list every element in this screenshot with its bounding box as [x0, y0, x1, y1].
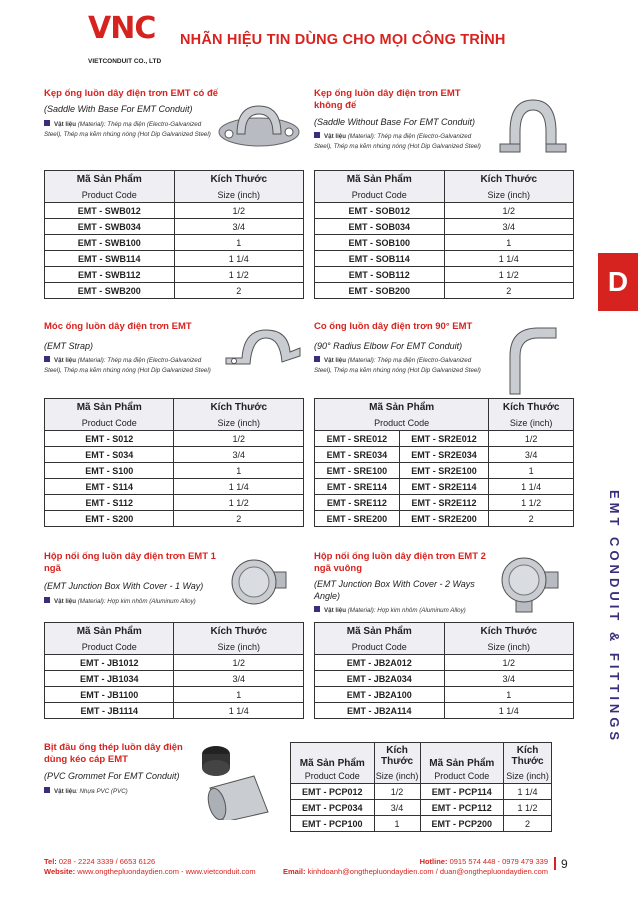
bullet-icon — [314, 606, 320, 612]
table-row: EMT - SRE114 EMT - SR2E114 1 1/4 — [315, 479, 574, 495]
pcp-subtitle: (PVC Grommet For EMT Conduit) — [44, 771, 180, 781]
jb2-table: Mã Sản Phẩm Kích Thước Product Code Size (inch) EMT - JB2A012 1/2 EMT - JB2A034 3/4 EMT - JB2A100 1 EMT - JB2A114 1 1/4 — [314, 622, 574, 719]
swb-title: Kẹp ống luồn dây điện trơn EMT có đế — [44, 88, 219, 99]
table-row: EMT - JB2A012 1/2 — [315, 655, 574, 671]
table-row: EMT - S112 1 1/2 — [45, 495, 304, 511]
swb-material: Vật liệu (Material): Thép mạ điện (Electro-Galvanized Steel), Thép mạ kẽm nhúng nóng (Hot Dip Galvanized Steel) — [44, 121, 211, 138]
pvc-grommet-image — [192, 740, 274, 820]
table-row: EMT - S200 2 — [45, 511, 304, 527]
company-logo — [88, 11, 170, 65]
jb1-material: Vật liệu (Material): Hợp kim nhôm (Aluminum Alloy) — [44, 597, 234, 607]
page-number: 9 — [554, 857, 568, 871]
table-row: EMT - SWB200 2 — [45, 283, 304, 299]
side-category-label: EMT CONDUIT & FITTINGS — [607, 490, 622, 745]
table-row: EMT - SWB114 1 1/4 — [45, 251, 304, 267]
bullet-icon — [44, 120, 50, 126]
sob-table: Mã Sản Phẩm Kích Thước Product Code Size (inch) EMT - SOB012 1/2 EMT - SOB034 3/4 EMT - SOB100 1 EMT - SOB114 1 1/4 EMT - SOB112 1 1/2 EMT - SOB200 2 — [314, 170, 574, 299]
table-row: EMT - SOB100 1 — [315, 235, 574, 251]
saddle-with-base-image — [215, 98, 303, 156]
table-row: EMT - SRE112 EMT - SR2E112 1 1/2 — [315, 495, 574, 511]
slogan: NHÃN HIỆU TIN DÙNG CHO MỌI CÔNG TRÌNH — [180, 32, 506, 48]
table-row: EMT - SWB034 3/4 — [45, 219, 304, 235]
strap-image — [222, 322, 304, 372]
bullet-icon — [44, 597, 50, 603]
sob-subtitle: (Saddle Without Base For EMT Conduit) — [314, 117, 475, 127]
pcp-table: Mã Sản Phẩm Kích Thước Mã Sản Phẩm Kích Thước Product Code Size (inch) Product Code Size (inch) EMT - PCP012 1/2 EMT - PCP114 1 1/4 EMT - PCP034 3/4 EMT - PCP112 1 1/2 EMT - PCP100 1 EMT - PCP200 2 — [290, 742, 552, 832]
footer-contact-left: Tel: 028 - 2224 3339 / 6653 6126 Website: www.ongthepluondaydien.com - www.vietconduit.com — [44, 857, 256, 876]
swb-subtitle: (Saddle With Base For EMT Conduit) — [44, 104, 193, 114]
table-row: EMT - JB2A034 3/4 — [315, 671, 574, 687]
table-row: EMT - S012 1/2 — [45, 431, 304, 447]
table-row: EMT - JB1114 1 1/4 — [45, 703, 304, 719]
elbow-material: Vật liệu (Material): Thép mạ điện (Electro-Galvanized Steel), Thép mạ kẽm nhúng nóng (Hot Dip Galvanized Steel) — [314, 357, 481, 374]
strap-table: Mã Sản Phẩm Kích Thước Product Code Size (inch) EMT - S012 1/2 EMT - S034 3/4 EMT - S100 1 EMT - S114 1 1/4 EMT - S112 1 1/2 EMT - S200 2 — [44, 398, 304, 527]
company-name: VIETCONDUIT CO., LTD — [88, 58, 162, 65]
jb2-subtitle: (EMT Junction Box With Cover - 2 Ways Angle) — [314, 579, 475, 601]
sob-title: Kẹp ống luồn dây điện trơn EMT không đế — [314, 88, 461, 111]
bullet-icon — [314, 356, 320, 362]
elbow-image — [502, 316, 562, 396]
table-row: EMT - SOB200 2 — [315, 283, 574, 299]
swb-table: Mã Sản Phẩm Kích Thước Product Code Size (inch) EMT - SWB012 1/2 EMT - SWB034 3/4 EMT - SWB100 1 EMT - SWB114 1 1/4 EMT - SWB112 1 1/2 EMT - SWB200 2 — [44, 170, 304, 299]
elbow-table: Mã Sản Phẩm Kích Thước Product Code Size (inch) EMT - SRE012 EMT - SR2E012 1/2 EMT - SRE034 EMT - SR2E034 3/4 EMT - SRE100 EMT - SR2E100 1 EMT - SRE114 EMT - SR2E114 1 1/4 EMT - SRE112 EMT - SR2E112 1 1/2 EMT - SRE200 EMT - SR2E200 2 — [314, 398, 574, 527]
table-row: EMT - S100 1 — [45, 463, 304, 479]
table-row: EMT - SWB112 1 1/2 — [45, 267, 304, 283]
table-row: EMT - SOB012 1/2 — [315, 203, 574, 219]
strap-material: Vật liệu (Material): Thép mạ điện (Electro-Galvanized Steel), Thép mạ kẽm nhúng nóng (Hot Dip Galvanized Steel) — [44, 357, 211, 374]
table-row: EMT - PCP100 1 EMT - PCP200 2 — [291, 816, 552, 832]
footer-tel: 028 - 2224 3339 / 6653 6126 — [56, 857, 156, 866]
logo-mark: VNC — [88, 11, 156, 46]
strap-title: Móc ống luồn dây điện trơn EMT — [44, 321, 192, 332]
footer-hotline: 0915 574 448 - 0979 479 339 — [447, 857, 548, 866]
bullet-icon — [314, 132, 320, 138]
jb2-title: Hộp nối ống luồn dây điện trơn EMT 2 ngã vuông — [314, 551, 486, 574]
table-row: EMT - SRE012 EMT - SR2E012 1/2 — [315, 431, 574, 447]
table-row: EMT - SRE100 EMT - SR2E100 1 — [315, 463, 574, 479]
jb1-subtitle: (EMT Junction Box With Cover - 1 Way) — [44, 581, 204, 591]
junction-box-2way-image — [494, 550, 560, 614]
strap-subtitle: (EMT Strap) — [44, 341, 94, 351]
elbow-title: Co ống luồn dây điện trơn 90° EMT — [314, 321, 473, 332]
section-tab-d: D — [598, 253, 638, 311]
table-row: EMT - JB1034 3/4 — [45, 671, 304, 687]
jb1-title: Hộp nối ống luồn dây điện trơn EMT 1 ngã — [44, 551, 216, 574]
junction-box-1way-image — [226, 552, 288, 610]
table-row: EMT - SOB034 3/4 — [315, 219, 574, 235]
table-row: EMT - S034 3/4 — [45, 447, 304, 463]
table-row: EMT - PCP034 3/4 EMT - PCP112 1 1/2 — [291, 800, 552, 816]
sob-material: Vật liệu (Material): Thép mạ điện (Electro-Galvanized Steel), Thép mạ kẽm nhúng nóng (Hot Dip Galvanized Steel) — [314, 133, 481, 150]
bullet-icon — [44, 356, 50, 362]
saddle-without-base-image — [498, 92, 568, 160]
table-row: EMT - SOB114 1 1/4 — [315, 251, 574, 267]
jb1-table: Mã Sản Phẩm Kích Thước Product Code Size (inch) EMT - JB1012 1/2 EMT - JB1034 3/4 EMT - JB1100 1 EMT - JB1114 1 1/4 — [44, 622, 304, 719]
footer-contact-right: Hotline: 0915 574 448 - 0979 479 339 Email: kinhdoanh@ongthepluondaydien.com / duan@ongthepluondaydien.com — [282, 857, 548, 876]
table-row: EMT - SRE034 EMT - SR2E034 3/4 — [315, 447, 574, 463]
table-row: EMT - SRE200 EMT - SR2E200 2 — [315, 511, 574, 527]
bullet-icon — [44, 787, 50, 793]
elbow-subtitle: (90° Radius Elbow For EMT Conduit) — [314, 341, 463, 351]
table-row: EMT - S114 1 1/4 — [45, 479, 304, 495]
table-row: EMT - JB2A114 1 1/4 — [315, 703, 574, 719]
table-row: EMT - SWB012 1/2 — [45, 203, 304, 219]
table-row: EMT - SWB100 1 — [45, 235, 304, 251]
table-row: EMT - JB2A100 1 — [315, 687, 574, 703]
jb2-material: Vật liệu (Material): Hợp kim nhôm (Aluminum Alloy) — [314, 606, 504, 616]
table-row: EMT - PCP012 1/2 EMT - PCP114 1 1/4 — [291, 784, 552, 800]
pcp-material: Vật liệu: Nhựa PVC (PVC) — [44, 787, 194, 797]
table-row: EMT - JB1100 1 — [45, 687, 304, 703]
pcp-title: Bịt đầu ống thép luồn dây điện dùng kéo cáp EMT — [44, 742, 183, 765]
table-row: EMT - SOB112 1 1/2 — [315, 267, 574, 283]
table-row: EMT - JB1012 1/2 — [45, 655, 304, 671]
footer-website[interactable]: www.ongthepluondaydien.com - www.vietconduit.com — [75, 867, 256, 876]
footer-email[interactable]: kinhdoanh@ongthepluondaydien.com / duan@ongthepluondaydien.com — [305, 867, 548, 876]
